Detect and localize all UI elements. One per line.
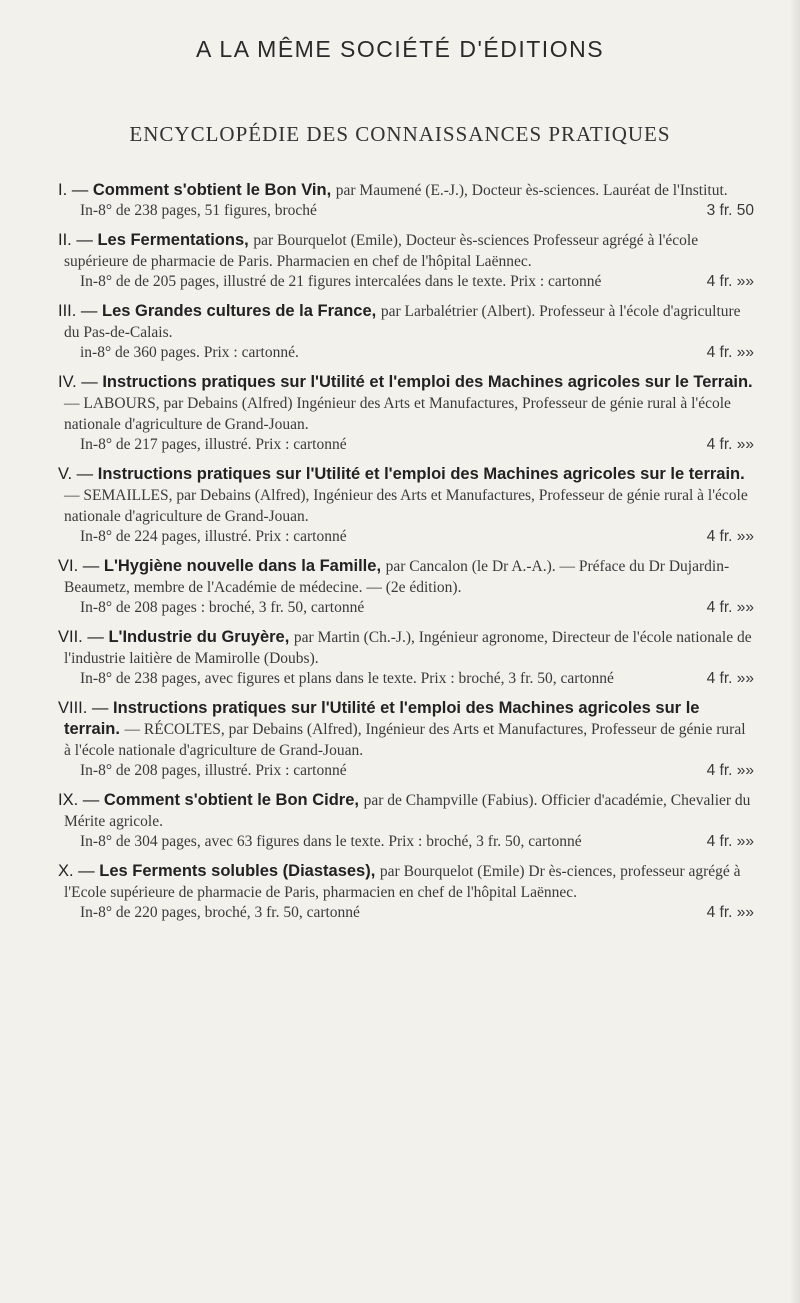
entry-heading (58, 790, 754, 832)
list-item (58, 861, 754, 923)
entry-price-line (58, 832, 754, 852)
list-item (58, 627, 754, 689)
entry-details: In-8° de 238 pages, avec figures et plans dans le texte. Prix : broché, 3 fr. 50, cartonné (80, 670, 614, 687)
entry-heading (58, 301, 754, 343)
entry-title: Instructions pratiques sur l'Utilité et l'emploi des Machines agricoles sur le terrain. (64, 699, 700, 738)
entry-title: Les Fermentations, (97, 231, 249, 249)
entry-details: In-8° de 238 pages, 51 figures, broché (80, 202, 317, 219)
entry-price: 4 fr. »» (706, 436, 754, 453)
entry-details: In-8° de 208 pages, illustré. Prix : cartonné (80, 762, 347, 779)
entry-description: par de Champville (Fabius). Officier d'académie, Chevalier du Mérite agricole. (64, 792, 751, 830)
entry-price-line (58, 272, 754, 292)
entry-number: I. — (58, 181, 89, 199)
list-item (58, 301, 754, 363)
entry-description: par Bourquelot (Emile) Dr ès-ciences, professeur agrégé à l'Ecole supérieure de pharmacie de Paris, pharmacien en chef de l'hôpital Laënnec. (64, 863, 741, 901)
list-item (58, 372, 754, 455)
entry-details: in-8° de 360 pages. Prix : cartonné. (80, 344, 299, 361)
entry-price: 4 fr. »» (706, 904, 754, 921)
entry-details: In-8° de 217 pages, illustré. Prix : cartonné (80, 436, 347, 453)
entry-title: Instructions pratiques sur l'Utilité et l'emploi des Machines agricoles sur le Terrain. (102, 373, 753, 391)
list-item (58, 180, 754, 221)
entry-number: VI. — (58, 557, 100, 575)
entry-price-line (58, 435, 754, 455)
entry-price-line (58, 761, 754, 781)
entry-description: par Cancalon (le Dr A.-A.). — Préface du Dr Dujardin-Beaumetz, membre de l'Académie de médecine. — (2e édition). (64, 558, 730, 596)
entry-title: L'Hygiène nouvelle dans la Famille, (103, 557, 382, 575)
entry-description: par Maumené (E.-J.), Docteur ès-sciences. Lauréat de l'Institut. (335, 182, 728, 199)
entry-price-line (58, 903, 754, 923)
page-edge-shadow (790, 0, 800, 1303)
collection-title: ENCYCLOPÉDIE DES CONNAISSANCES PRATIQUES (129, 122, 671, 146)
entry-number: V. — (58, 465, 94, 483)
entry-details: In-8° de de 205 pages, illustré de 21 figures intercalées dans le texte. Prix : cartonné (80, 273, 602, 290)
entry-number: VII. — (58, 628, 104, 646)
list-item (58, 790, 754, 852)
list-item (58, 556, 754, 618)
entry-description: — LABOURS, par Debains (Alfred) Ingénieur des Arts et Manufactures, Professeur de génie rural à l'école nationale d'agriculture de Grand-Jouan. (64, 395, 731, 433)
entry-details: In-8° de 304 pages, avec 63 figures dans le texte. Prix : broché, 3 fr. 50, cartonné (80, 833, 582, 850)
entry-price: 4 fr. »» (706, 670, 754, 687)
entry-price-line (58, 343, 754, 363)
entry-price: 4 fr. »» (706, 762, 754, 779)
entry-description: par Larbalétrier (Albert). Professeur à l'école d'agriculture du Pas-de-Calais. (64, 303, 741, 341)
publisher-heading: A LA MÊME SOCIÉTÉ D'ÉDITIONS (195, 36, 605, 62)
list-item (58, 464, 754, 547)
entry-price: 4 fr. »» (706, 528, 754, 545)
entry-number: II. — (58, 231, 93, 249)
entry-heading (58, 230, 754, 272)
entry-title: Les Grandes cultures de la France, (102, 302, 377, 320)
entry-title: Les Ferments solubles (Diastases), (99, 862, 376, 880)
entry-details: In-8° de 208 pages : broché, 3 fr. 50, cartonné (80, 599, 365, 616)
entry-description: — RÉCOLTES, par Debains (Alfred), Ingénieur des Arts et Manufactures, Professeur de génie rural à l'école nationale d'agriculture de Grand-Jouan. (64, 721, 746, 759)
entry-title: Instructions pratiques sur l'Utilité et l'emploi des Machines agricoles sur le terrain. (97, 465, 745, 483)
entry-number: IX. — (58, 791, 100, 809)
entry-description: par Martin (Ch.-J.), Ingénieur agronome, Directeur de l'école nationale de l'industrie laitière de Mamirolle (Doubs). (64, 629, 752, 667)
entry-title: Comment s'obtient le Bon Cidre, (103, 791, 359, 809)
entry-title: L'Industrie du Gruyère, (108, 628, 290, 646)
entry-heading (58, 556, 754, 598)
entry-details: In-8° de 220 pages, broché, 3 fr. 50, cartonné (80, 904, 360, 921)
entry-description: par Bourquelot (Emile), Docteur ès-sciences Professeur agrégé à l'école supérieure de pharmacie de Paris. Pharmacien en chef de l'hôpital Laënnec. (64, 232, 699, 270)
entry-heading (58, 627, 754, 669)
entry-heading (58, 180, 754, 201)
entry-price-line (58, 669, 754, 689)
entry-number: IV. — (58, 373, 98, 391)
entry-price: 4 fr. »» (706, 344, 754, 361)
entry-price-line (58, 527, 754, 547)
entry-price-line (58, 598, 754, 618)
list-item (58, 230, 754, 292)
entry-title: Comment s'obtient le Bon Vin, (92, 181, 332, 199)
entry-heading (58, 698, 754, 761)
entry-description: — SEMAILLES, par Debains (Alfred), Ingénieur des Arts et Manufactures, Professeur de génie rural à l'école nationale d'agriculture de Grand-Jouan. (64, 487, 748, 525)
entry-price-line (58, 201, 754, 221)
entry-heading (58, 372, 754, 435)
entry-price: 4 fr. »» (706, 273, 754, 290)
list-item (58, 698, 754, 781)
entry-number: VIII. — (58, 699, 109, 717)
entry-price: 4 fr. »» (706, 599, 754, 616)
entry-details: In-8° de 224 pages, illustré. Prix : cartonné (80, 528, 347, 545)
entry-heading (58, 464, 754, 527)
entry-price: 3 fr. 50 (706, 202, 754, 219)
entry-number: III. — (58, 302, 98, 320)
entry-number: X. — (58, 862, 95, 880)
entry-heading (58, 861, 754, 903)
entry-price: 4 fr. »» (706, 833, 754, 850)
book-list (58, 180, 754, 932)
